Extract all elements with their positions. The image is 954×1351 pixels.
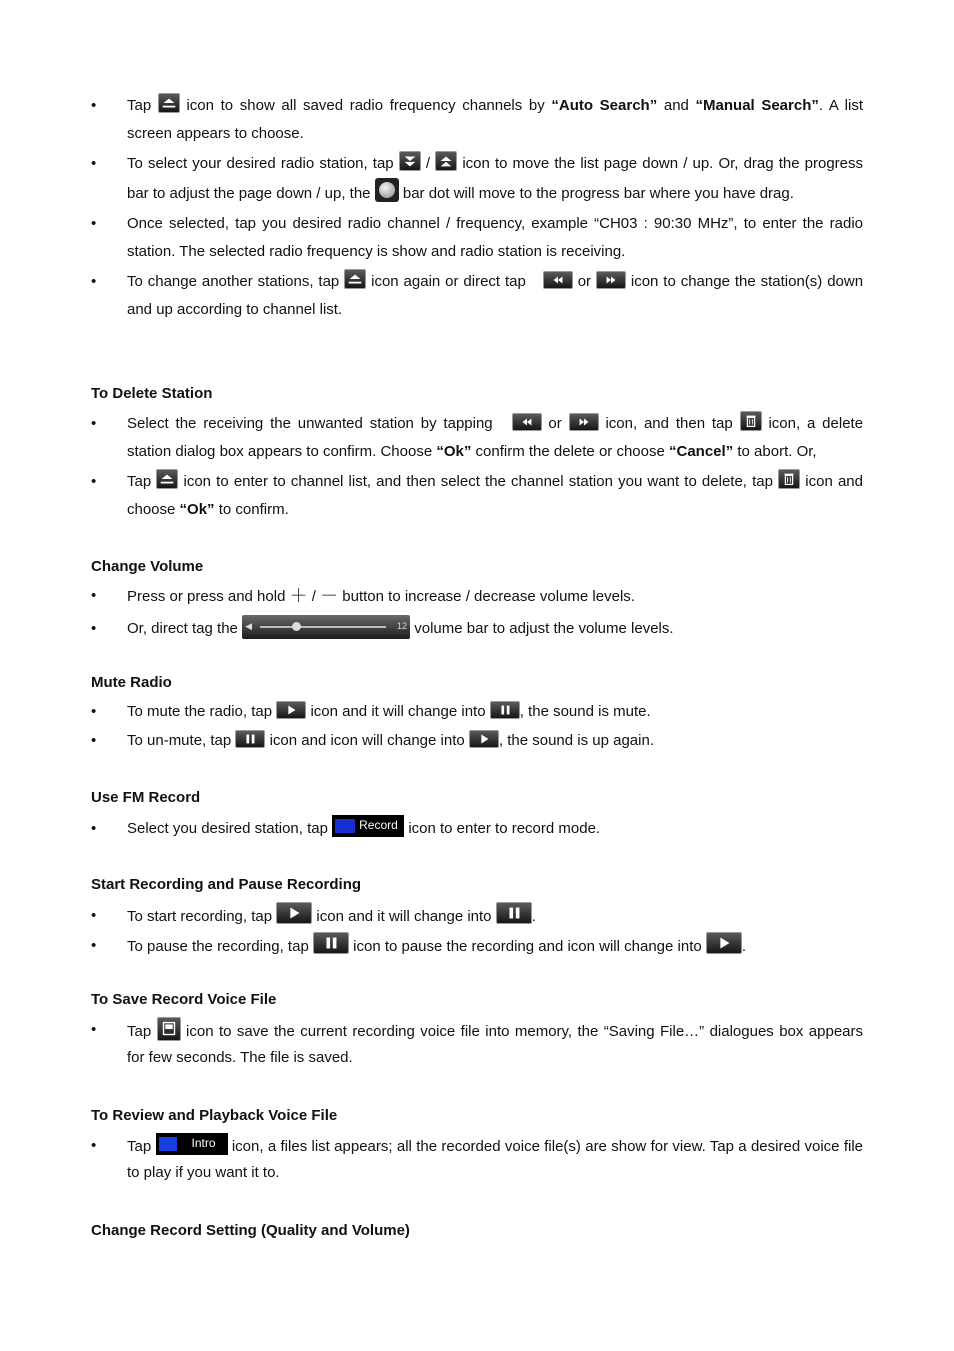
text: icon and it will change into: [310, 703, 486, 720]
manual-search-label: “Manual Search”: [695, 97, 819, 114]
trash-icon: [740, 411, 762, 431]
text: Select you desired station, tap: [127, 820, 328, 837]
text: Press or press and hold: [127, 588, 286, 605]
page-down-icon: [399, 151, 421, 171]
list-item: [91, 698, 863, 726]
save-section: [91, 1017, 863, 1071]
list-item: [91, 932, 863, 961]
text: Tap: [127, 1138, 152, 1155]
auto-search-label: “Auto Search”: [551, 97, 658, 114]
text: icon to move the list page down / up. Or, drag the progress bar to adjust the page down / up, the: [127, 155, 864, 202]
list-item: [91, 615, 863, 643]
mute-section: [91, 698, 863, 755]
play-icon: [469, 730, 499, 748]
record-button-label: Record: [359, 818, 398, 832]
text: Tap: [127, 473, 152, 490]
text: /: [311, 588, 316, 605]
trash-icon: [778, 469, 800, 489]
progress-dot-icon: [375, 178, 399, 202]
text: and: [663, 97, 689, 114]
play-icon: [276, 902, 312, 924]
text: icon again or direct tap: [371, 273, 526, 290]
text: icon and icon will change into: [269, 732, 465, 749]
text: bar dot will move to the progress bar where you have drag.: [402, 185, 794, 202]
delete-section: [91, 410, 863, 524]
page-up-icon: [435, 151, 457, 171]
list-upload-icon: [156, 469, 178, 489]
section-heading: Mute Radio: [91, 674, 172, 691]
record-button-image: [332, 815, 404, 837]
text: To select your desired radio station, tap: [127, 155, 394, 172]
text: icon, and then tap: [605, 415, 733, 432]
volume-knob: [292, 622, 301, 631]
volume-max-label: 12: [397, 621, 408, 631]
review-section: [91, 1133, 863, 1186]
volume-section: [91, 582, 863, 643]
section-heading: Change Volume: [91, 558, 204, 575]
text: icon to save the current recording voice file into memory, the “Saving File…” dialogues box appears for few seconds. The file is saved.: [127, 1023, 864, 1066]
text: Once selected, tap you desired radio channel / frequency, example “CH03 : 90:30 MHz”, to enter the radio station. The selected radio frequency is show and radio station is receiving.: [127, 215, 863, 260]
minus-icon: －: [320, 586, 339, 606]
text: icon to show all saved radio frequency channels by: [186, 97, 545, 114]
ok-label: “Ok”: [436, 443, 472, 460]
fast-forward-icon: [569, 413, 599, 431]
text: icon to enter to record mode.: [408, 820, 601, 837]
text: icon to enter to channel list, and then select the channel station you want to delete, tap: [183, 473, 773, 490]
list-item: [91, 1017, 863, 1071]
text: Tap: [127, 97, 152, 114]
radio-list-section: [91, 92, 863, 324]
rewind-icon: [512, 413, 542, 431]
intro-button-label: Intro: [191, 1136, 216, 1150]
text: confirm the delete or choose: [475, 443, 665, 460]
text: . A list screen appears to choose.: [127, 97, 863, 142]
list-item: [91, 815, 863, 843]
play-icon: [276, 701, 306, 719]
text: To un-mute, tap: [127, 732, 232, 749]
list-item: [91, 210, 863, 266]
text: .: [531, 908, 536, 925]
section-heading: To Delete Station: [91, 385, 213, 402]
folder-icon: [159, 1137, 177, 1151]
text: To mute the radio, tap: [127, 703, 273, 720]
text: to abort. Or,: [737, 443, 817, 460]
rewind-icon: [543, 271, 573, 289]
play-icon: [706, 932, 742, 954]
ok-label: “Ok”: [179, 501, 215, 518]
pause-icon: [235, 730, 265, 748]
text: To change another stations, tap: [127, 273, 340, 290]
text: to confirm.: [218, 501, 289, 518]
start-pause-section: [91, 902, 863, 961]
section-heading: Use FM Record: [91, 789, 201, 806]
plus-icon: ＋: [289, 586, 308, 606]
volume-track: [260, 626, 386, 628]
list-item: [91, 92, 863, 148]
list-item: [91, 902, 863, 931]
text: .: [741, 938, 747, 955]
text: button to increase / decrease volume levels.: [342, 588, 635, 605]
text: To pause the recording, tap: [127, 938, 309, 955]
text: icon and choose: [127, 473, 863, 518]
text: /: [425, 155, 431, 172]
text: To start recording, tap: [127, 908, 273, 925]
list-item: [91, 727, 863, 755]
text: Or, direct tag the: [127, 620, 238, 637]
text: or: [577, 273, 592, 290]
text: icon and it will change into: [316, 908, 492, 925]
cancel-label: “Cancel”: [669, 443, 734, 460]
pause-icon: [313, 932, 349, 954]
fm-record-section: [91, 815, 863, 843]
intro-button-image: [156, 1133, 228, 1155]
list-item: [91, 410, 863, 466]
text: icon to change the station(s) down and up according to channel list.: [127, 273, 864, 318]
section-heading: Start Recording and Pause Recording: [91, 876, 362, 893]
pause-icon: [496, 902, 532, 924]
text: icon to pause the recording and icon will change into: [353, 938, 702, 955]
section-heading: Change Record Setting (Quality and Volume): [91, 1222, 410, 1239]
list-item: [91, 1133, 863, 1186]
list-upload-icon: [344, 269, 366, 289]
volume-bar-image: [242, 615, 410, 639]
text: , the sound is up again.: [498, 732, 654, 749]
speaker-icon: ◀: [245, 621, 252, 631]
text: , the sound is mute.: [519, 703, 651, 720]
text: volume bar to adjust the volume levels.: [414, 620, 674, 637]
section-heading: To Review and Playback Voice File: [91, 1107, 338, 1124]
text: icon, a delete station dialog box appears to confirm. Choose: [127, 415, 864, 460]
list-item: [91, 268, 863, 324]
list-item: [91, 150, 863, 208]
list-item: [91, 582, 863, 611]
text: or: [548, 415, 562, 432]
section-heading: To Save Record Voice File: [91, 991, 277, 1008]
save-file-icon: [157, 1017, 181, 1041]
list-upload-icon: [158, 93, 180, 113]
text: Select the receiving the unwanted station by tapping: [127, 415, 493, 432]
text: icon, a files list appears; all the recorded voice file(s) are show for view. Tap a desired voice file to play if you want it to.: [127, 1138, 864, 1181]
text: Tap: [127, 1023, 152, 1040]
fast-forward-icon: [596, 271, 626, 289]
pause-icon: [490, 701, 520, 719]
list-item: [91, 468, 863, 524]
record-icon: [335, 819, 355, 833]
